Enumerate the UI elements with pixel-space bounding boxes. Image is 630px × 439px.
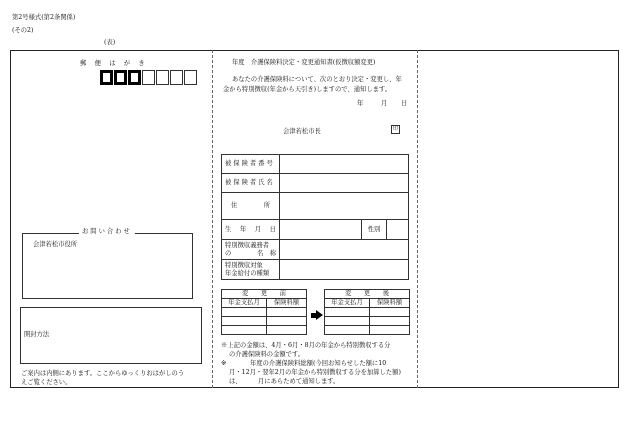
arrow-head xyxy=(316,310,323,320)
before-amount-header: 保険料額 xyxy=(267,299,307,308)
insured-name-label: 被保険者氏名 xyxy=(222,174,280,193)
note2-line1: 年度の介護保険料総額(今回お知らせした額に10 xyxy=(250,360,387,367)
table-cell xyxy=(267,326,307,335)
fold-line-right xyxy=(417,50,418,388)
contact-office: 会津若松市役所 xyxy=(33,241,78,248)
omote-label: (表) xyxy=(104,39,116,46)
official-seal-icon: 印 xyxy=(392,126,398,132)
table-cell xyxy=(267,308,307,317)
note2-line3a: は、 xyxy=(229,378,242,385)
notice-title: 年度 介護保険料決定・変更通知書(仮徴収額変更) xyxy=(232,59,376,66)
sono-label: (その2) xyxy=(12,27,34,34)
note2-mark: ※ xyxy=(221,360,227,367)
zip-box xyxy=(100,70,113,85)
after-change-label: 変 更 後 xyxy=(325,290,410,299)
note2-line3b: 月にあらためて通知します。 xyxy=(258,378,340,385)
address-label xyxy=(222,193,280,220)
after-month-header: 年金支払月 xyxy=(325,299,370,308)
before-change-label: 変 更 前 xyxy=(222,290,307,299)
table-row xyxy=(325,290,410,299)
table-row xyxy=(325,308,410,317)
table-row xyxy=(325,299,410,308)
table-row xyxy=(222,174,409,193)
pension-type-label xyxy=(222,260,280,280)
insured-number-label: 被保険者番号 xyxy=(222,155,280,174)
form-number: 第2号様式(第2条関係) xyxy=(12,14,76,21)
gender-label: 性別 xyxy=(362,220,387,240)
pension-type-value xyxy=(280,260,409,280)
table-row xyxy=(222,326,307,335)
birthdate-label xyxy=(222,220,280,240)
payer-label-name: 名 称 xyxy=(257,249,276,257)
after-amount-header: 保険料額 xyxy=(370,299,410,308)
birthdate-label-char: 生 xyxy=(225,225,232,233)
table-row xyxy=(222,240,409,260)
address-label-char: 住 xyxy=(231,202,238,210)
payer-label-no: の xyxy=(225,249,232,257)
date-day-label: 日 xyxy=(401,100,408,107)
table-cell xyxy=(222,326,267,335)
note1-line1: ※上記の金額は、4月・6月・8月の年金から特別徴収する分 xyxy=(221,342,391,349)
contact-heading: お問い合わせ xyxy=(79,228,135,236)
gender-value xyxy=(387,220,409,240)
birthdate-label-char: 年 xyxy=(239,225,247,233)
table-cell xyxy=(325,326,370,335)
table-cell xyxy=(222,317,267,326)
insured-info-table xyxy=(221,154,409,280)
table-row xyxy=(222,317,307,326)
zip-box xyxy=(128,70,141,85)
pension-type-line2: 年金給付の種類 xyxy=(225,269,270,277)
zip-code-boxes xyxy=(100,70,210,87)
issuer-name: 会津若松市長 xyxy=(283,128,321,135)
fold-line-left xyxy=(212,50,213,388)
after-change-table xyxy=(324,289,410,335)
note1-line2: の介護保険料の金額です。 xyxy=(229,351,305,358)
table-cell xyxy=(325,317,370,326)
birthdate-label-char: 月 xyxy=(254,225,262,233)
zip-box xyxy=(170,70,183,85)
zip-box xyxy=(114,70,127,85)
table-cell xyxy=(222,308,267,317)
payer-value xyxy=(280,240,409,260)
pension-type-line1: 特別徴収対象 xyxy=(225,262,263,269)
table-row xyxy=(325,326,410,335)
payer-label-line1: 特別徴収義務者 xyxy=(225,242,270,249)
zip-box xyxy=(156,70,169,85)
open-method-label: 開封方法 xyxy=(24,331,50,338)
zip-box xyxy=(184,70,197,85)
table-cell xyxy=(370,326,410,335)
insured-name-value xyxy=(280,174,409,193)
date-year-label: 年 xyxy=(357,100,364,107)
table-row xyxy=(222,290,307,299)
insured-number-value xyxy=(280,155,409,174)
table-row xyxy=(222,260,409,280)
birthdate-value xyxy=(280,220,362,240)
note2-line2: 月・12月・翌年2月の年金から特別徴収する分を加算した額) xyxy=(229,369,401,376)
table-row xyxy=(222,308,307,317)
before-change-table xyxy=(221,289,307,335)
birthdate-label-char: 日 xyxy=(269,225,276,233)
table-row xyxy=(222,155,409,174)
payer-label xyxy=(222,240,280,260)
open-note-line1: ご案内は内側にあります。ここからゆっくりおはがしのう xyxy=(21,370,185,377)
table-cell xyxy=(325,308,370,317)
before-month-header: 年金支払月 xyxy=(222,299,267,308)
table-row xyxy=(325,317,410,326)
address-value xyxy=(280,193,409,220)
table-cell xyxy=(267,317,307,326)
open-note-line2: えご覧ください。 xyxy=(21,379,72,386)
postcard-title: 郵 便 は が き xyxy=(80,60,146,67)
address-label-char: 所 xyxy=(263,202,270,210)
table-row xyxy=(222,299,307,308)
date-month-label: 月 xyxy=(381,100,388,107)
table-cell xyxy=(370,317,410,326)
zip-box xyxy=(142,70,155,85)
table-cell xyxy=(370,308,410,317)
arrow-right-icon xyxy=(311,310,323,320)
notice-intro-line1: あなたの介護保険料について、次のとおり決定・変更し、年 xyxy=(232,76,402,83)
table-row xyxy=(222,193,409,220)
notice-intro-line2: 金から特別徴収(年金から天引き)しますので、通知します。 xyxy=(223,86,392,93)
table-row xyxy=(222,220,409,240)
